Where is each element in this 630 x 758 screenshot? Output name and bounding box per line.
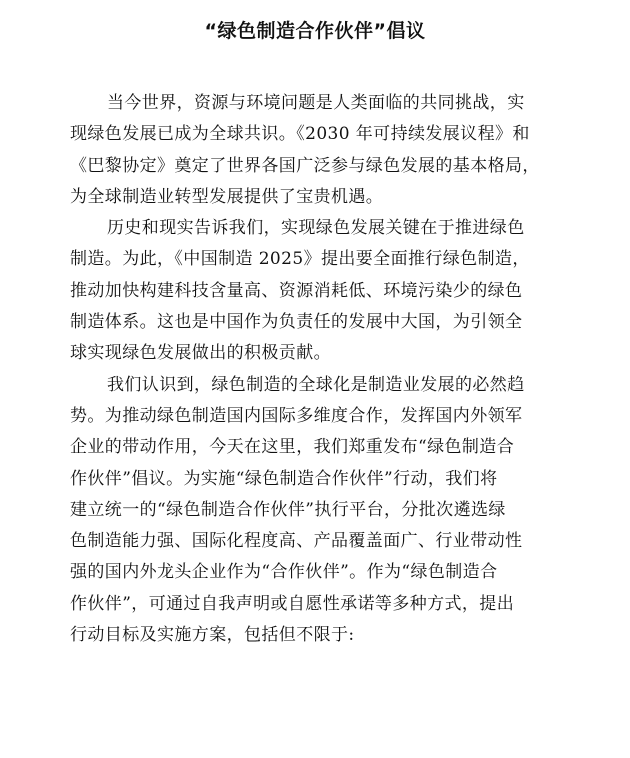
- paragraph-1-line-1: 当今世界，资源与环境问题是人类面临的共同挑战，实: [107, 93, 525, 113]
- paragraph-1-line-3: 《巴黎协定》奠定了世界各国广泛参与绿色发展的基本格局，: [70, 155, 540, 176]
- paragraph-3-line-7: 强的国内外龙头企业作为“合作伙伴”。作为“绿色制造合: [70, 562, 498, 583]
- paragraph-1: [70, 88, 560, 213]
- paragraph-2-line-4: 制造体系。这也是中国作为负责任的发展中大国，为引领全: [70, 312, 523, 333]
- paragraph-3-line-3: 企业的带动作用，今天在这里，我们郑重发布“绿色制造合: [70, 437, 515, 458]
- paragraph-3-line-9: 行动目标及实施方案，包括但不限于:: [70, 625, 355, 646]
- paragraph-3-line-2: 势。为推动绿色制造国内国际多维度合作，发挥国内外领军: [70, 405, 523, 426]
- paragraph-2-line-5: 球实现绿色发展做出的积极贡献。: [70, 343, 331, 364]
- document-title: “绿色制造合作伙伴”倡议: [204, 20, 426, 42]
- paragraph-2-line-2: 制造。为此，《中国制造 2025》提出要全面推行绿色制造，: [70, 249, 530, 270]
- paragraph-1-line-2: 现绿色发展已成为全球共识。《2030 年可持续发展议程》和: [70, 124, 530, 145]
- document-body: [70, 88, 560, 651]
- paragraph-3-line-4: 作伙伴”倡议。为实施“绿色制造合作伙伴”行动，我们将: [70, 468, 498, 489]
- paragraph-3-line-1: 我们认识到，绿色制造的全球化是制造业发展的必然趋: [107, 374, 525, 395]
- paragraph-3-line-5: 建立统一的“绿色制造合作伙伴”执行平台，分批次遴选绿: [70, 499, 506, 520]
- paragraph-1-line-4: 为全球制造业转型发展提供了宝贵机遇。: [70, 186, 384, 207]
- paragraph-3-line-6: 色制造能力强、国际化程度高、产品覆盖面广、行业带动性: [70, 531, 523, 552]
- paragraph-3-line-8: 作伙伴”，可通过自我声明或自愿性承诺等多种方式，提出: [70, 593, 515, 614]
- paragraph-2-line-3: 推动加快构建科技含量高、资源消耗低、环境污染少的绿色: [70, 280, 523, 301]
- paragraph-2-line-1: 历史和现实告诉我们，实现绿色发展关键在于推进绿色: [107, 218, 525, 239]
- paragraph-3: [70, 370, 560, 652]
- paragraph-2: [70, 213, 560, 369]
